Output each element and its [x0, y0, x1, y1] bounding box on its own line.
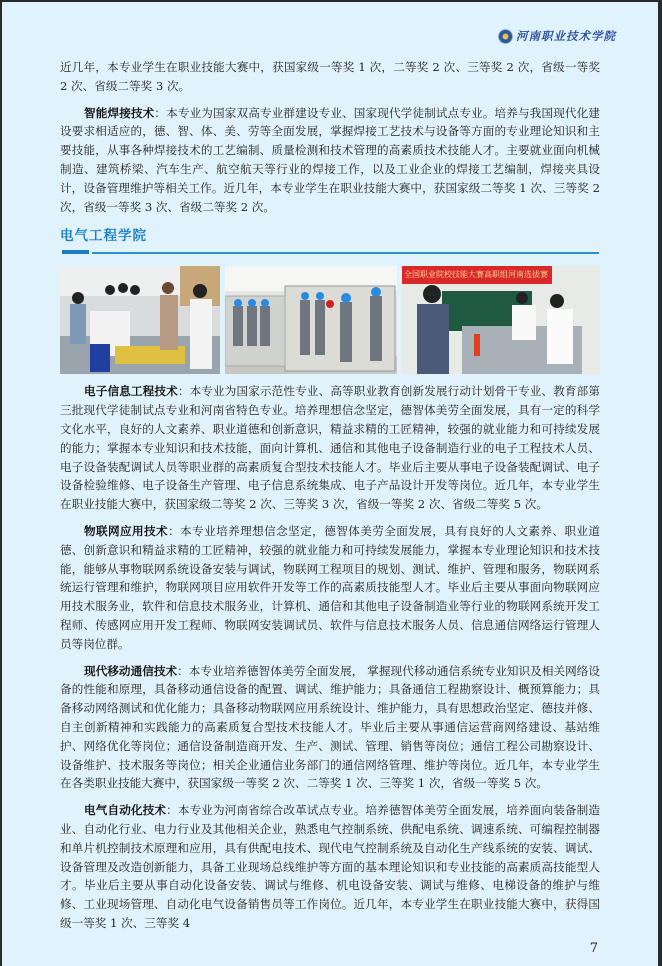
document-page: [2, 2, 658, 966]
page-content: [60, 2, 600, 956]
intro-paragraph: 近几年，本专业学生在职业技能大赛中，获国家级一等奖 1 次，二等奖 2 次、三等奖 2 次，省级一等奖 2 次、省级二等奖 3 次。: [60, 60, 600, 93]
major-welding: [60, 104, 600, 217]
robot-arm-lab-photo: [60, 266, 220, 374]
heading-divider: [92, 252, 599, 254]
heading-accent-bar: [62, 250, 89, 254]
major-body: ：本专业培养德智体美劳全面发展， 掌握现代移动通信系统专业知识及相关网络设备的性能和原理，具备移动通信设备的配置、调试、维护能力；具备通信工程勘察设计、概预算能力；具备移动网络测试和优化能力；具备移动物联网应用系统设计、维护能力，具有思想政治坚定、德技并修、自主创新精神和实践能力的高素质复合型技术技能人才。毕业后主要从事通信运营商网络建设、基站维护、网络优化等岗位；通信设备制造商开发、生产、测试、管理、销售等岗位；通信工程公司勘察设计、设备维护、技术服务等岗位；相关企业通信业务部门的通信网络管理、维护等岗位。近几年，本专业学生在各类职业技能大赛中，获国家级一等奖 2 次、二等奖 1 次、三等奖 1 次，省级一等奖 5 次。: [60, 663, 600, 791]
major-title: 智能焊接技术: [84, 105, 155, 120]
major-body: ：本专业培养理想信念坚定，德智体美劳全面发展，具有良好的人文素养、职业道德、创新意识和精益求精的工匠精神，较强的就业能力和可持续发展能力，掌握本专业理论知识和技术技能，能够从事物联网系统设备安装与调试，物联网工程项目的规划、测试、维护、管理和服务，物联网系统运行管理和维护，物联网项目应用软件开发等工作的高素质技能型人才。毕业后主要从事面向物联网应用技术服务业，软件和信息技术服务业，计算机、通信和其他电子设备制造业等行业的物联网系统开发工程师、传感网应用开发工程师、物联网安装调试员、软件与信息技术服务人员、信息通信网络运行管理人员等岗位群。: [60, 523, 600, 651]
major-mobile-comm: [60, 662, 600, 794]
major-title: 物联网应用技术: [84, 523, 169, 538]
page-number: 7: [589, 940, 598, 956]
section-heading: 电气工程学院: [60, 228, 147, 245]
photo-row: [60, 266, 600, 374]
major-title: 现代移动通信技术: [84, 663, 178, 678]
major-title: 电子信息工程技术: [84, 384, 178, 399]
major-body: ：本专业为河南省综合改革试点专业。培养德智体美劳全面发展，培养面向装备制造业、自动化行业、电力行业及其他相关企业，熟悉电气控制系统、供配电系统、调速系统、可编程控制器和单片机控制技术原理和应用，具有供配电技术、现代电气控制系统及自动化生产线系统的安装、调试、设备管理及改造创新能力，具备工业现场总线维护等方面的基本理论知识和专业技能的高素质高技能型人才。毕业后主要从事自动化设备安装、调试与维修、机电设备安装、调试与维修、电梯设备的维护与维修、工业现场管理、自动化电气设备销售员等工作岗位。近几年，本专业学生在职业技能大赛中，获得国级一等奖 1 次、三等奖 4: [60, 803, 600, 930]
automation-competition-photo: [402, 266, 600, 374]
major-title: 电气自动化技术: [84, 803, 167, 818]
training-hall-helmets-photo: [225, 266, 397, 374]
section-header: [60, 226, 600, 266]
competition-banner-text: 全国职业院校技能大赛高职组河南选拔赛: [404, 270, 548, 280]
major-body: ：本专业为国家示范性专业、高等职业教育创新发展行动计划骨干专业、教育部第三批现代学徒制试点专业和河南省特色专业。培养理想信念坚定，德智体美劳全面发展，具有一定的科学文化水平，良好的人文素养、职业道德和创新意识，精益求精的工匠精神，较强的就业能力和可持续发展的能力；掌握本专业知识和技术技能，面向计算机、通信和其他电子设备制造行业的电子工程技术人员、电子设备装配调试人员等职业群的高素质复合型技术技能人才。毕业后主要从事电子设备装配调试、电子设备检验维修、电子设备生产管理、电子信息系统集成、电子产品设计开发等岗位。近几年，本专业学生在职业技能大赛中，获国家级二等奖 2 次、三等奖 3 次，省级一等奖 2 次、省级二等奖 5 次。: [60, 384, 600, 512]
major-electronic-info: [60, 382, 600, 514]
college-name: 河南职业技术学院: [516, 29, 616, 43]
major-body: ：本专业为国家双高专业群建设专业、国家现代学徒制试点专业。培养与我国现代化建设要求相适应的，德、智、体、美、劳等全面发展，掌握焊接工艺技术与设备等方面的专业理论知识和主要技能，从事各种焊接技术的工艺编制、质量检测和技术管理的高素质技术技能人才。主要就业面向机械制造、建筑桥梁、汽车生产、航空航天等行业的焊接工作，以及工业企业的焊接工艺编制，焊接夹具设计，设备管理维护等相关工作。近几年，本专业学生在职业技能大赛中，获国家级二等奖 1 次、三等奖 2 次，省级一等奖 3 次、省级二等奖 2 次。: [60, 105, 600, 214]
major-electrical-automation: [60, 801, 600, 933]
major-iot: [60, 522, 600, 654]
